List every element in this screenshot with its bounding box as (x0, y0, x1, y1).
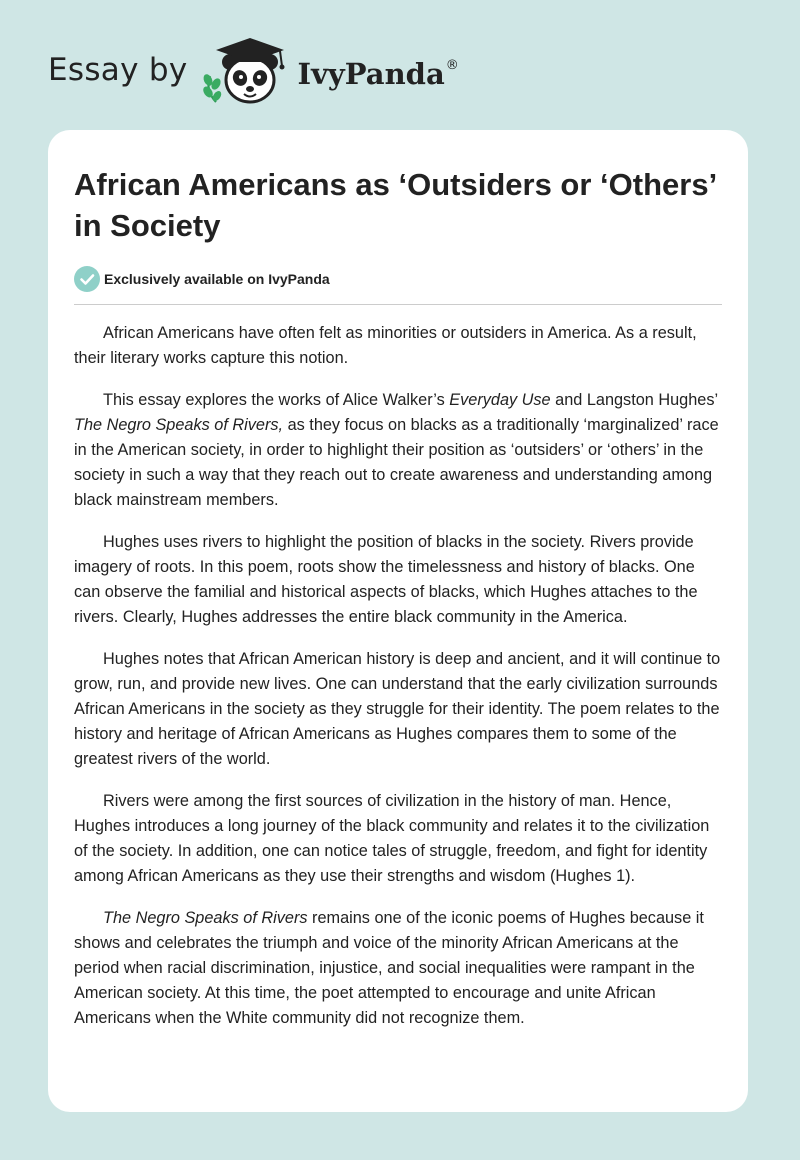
paragraph-2-text-1: This essay explores the works of Alice Walker’s (103, 391, 450, 409)
paragraph-2-text-2: and Langston Hughes’ (550, 391, 718, 409)
work-title-negro-speaks: The Negro Speaks of Rivers, (74, 416, 284, 434)
paragraph-1: African Americans have often felt as minorities or outsiders in America. As a result, their literary works capture this notion. (74, 324, 697, 367)
brand-name[interactable]: IvyPanda (297, 57, 445, 91)
site-header (48, 36, 459, 108)
essay-by-label: Essay by (48, 52, 188, 88)
check-circle-icon (74, 266, 100, 292)
paragraph-6 (74, 906, 722, 1031)
divider (74, 304, 722, 305)
exclusive-badge (74, 266, 722, 292)
essay-card (48, 130, 748, 1112)
paragraph-6-text-1: remains one of the iconic poems of Hughes because it shows and celebrates the triumph and voice of the minority African Americans at the period when racial discrimination, injustice, and social inequalities were rampant in the American society. At this time, the poet attempted to encourage and unite African Americans when the White community did not recognize them. (74, 909, 704, 1027)
paragraph-2-text-3: as they focus on blacks as a traditionally ‘marginalized’ race in the American society, in order to highlight their position as ‘outsiders’ or ‘others’ in the society in such a way that they reach out to create awareness and understanding among black mainstream members. (74, 416, 719, 509)
paragraph-4: Hughes notes that African American history is deep and ancient, and it will continue to grow, run, and provide new lives. One can understand that the early civilization surrounds African Americans in the society as they struggle for their identity. The poem relates to the history and heritage of African Americans as Hughes compares them to some of the greatest rivers of the world. (74, 650, 721, 768)
essay-title: African Americans as ‘Outsiders or ‘Others’ in Society (74, 167, 716, 243)
paragraph-5: Rivers were among the first sources of civilization in the history of man. Hence, Hughes introduces a long journey of the black community and relates it to the civilization of the society. In addition, one can notice tales of struggle, freedom, and fight for identity among African Americans as they use their strengths and wisdom (Hughes 1). (74, 792, 710, 885)
registered-mark: ® (445, 57, 459, 73)
work-title-everyday-use: Everyday Use (449, 391, 551, 409)
exclusive-badge-text: Exclusively available on IvyPanda (104, 271, 330, 287)
paragraph-2 (74, 388, 722, 513)
panda-graduate-icon[interactable] (200, 36, 296, 108)
paragraph-3: Hughes uses rivers to highlight the position of blacks in the society. Rivers provide imagery of roots. In this poem, roots show the timelessness and history of blacks. One can observe the familial and historical aspects of blacks, which Hughes attaches to the rivers. Clearly, Hughes addresses the entire black community in the America. (74, 533, 698, 626)
work-title-negro-speaks-2: The Negro Speaks of Rivers (103, 909, 308, 927)
